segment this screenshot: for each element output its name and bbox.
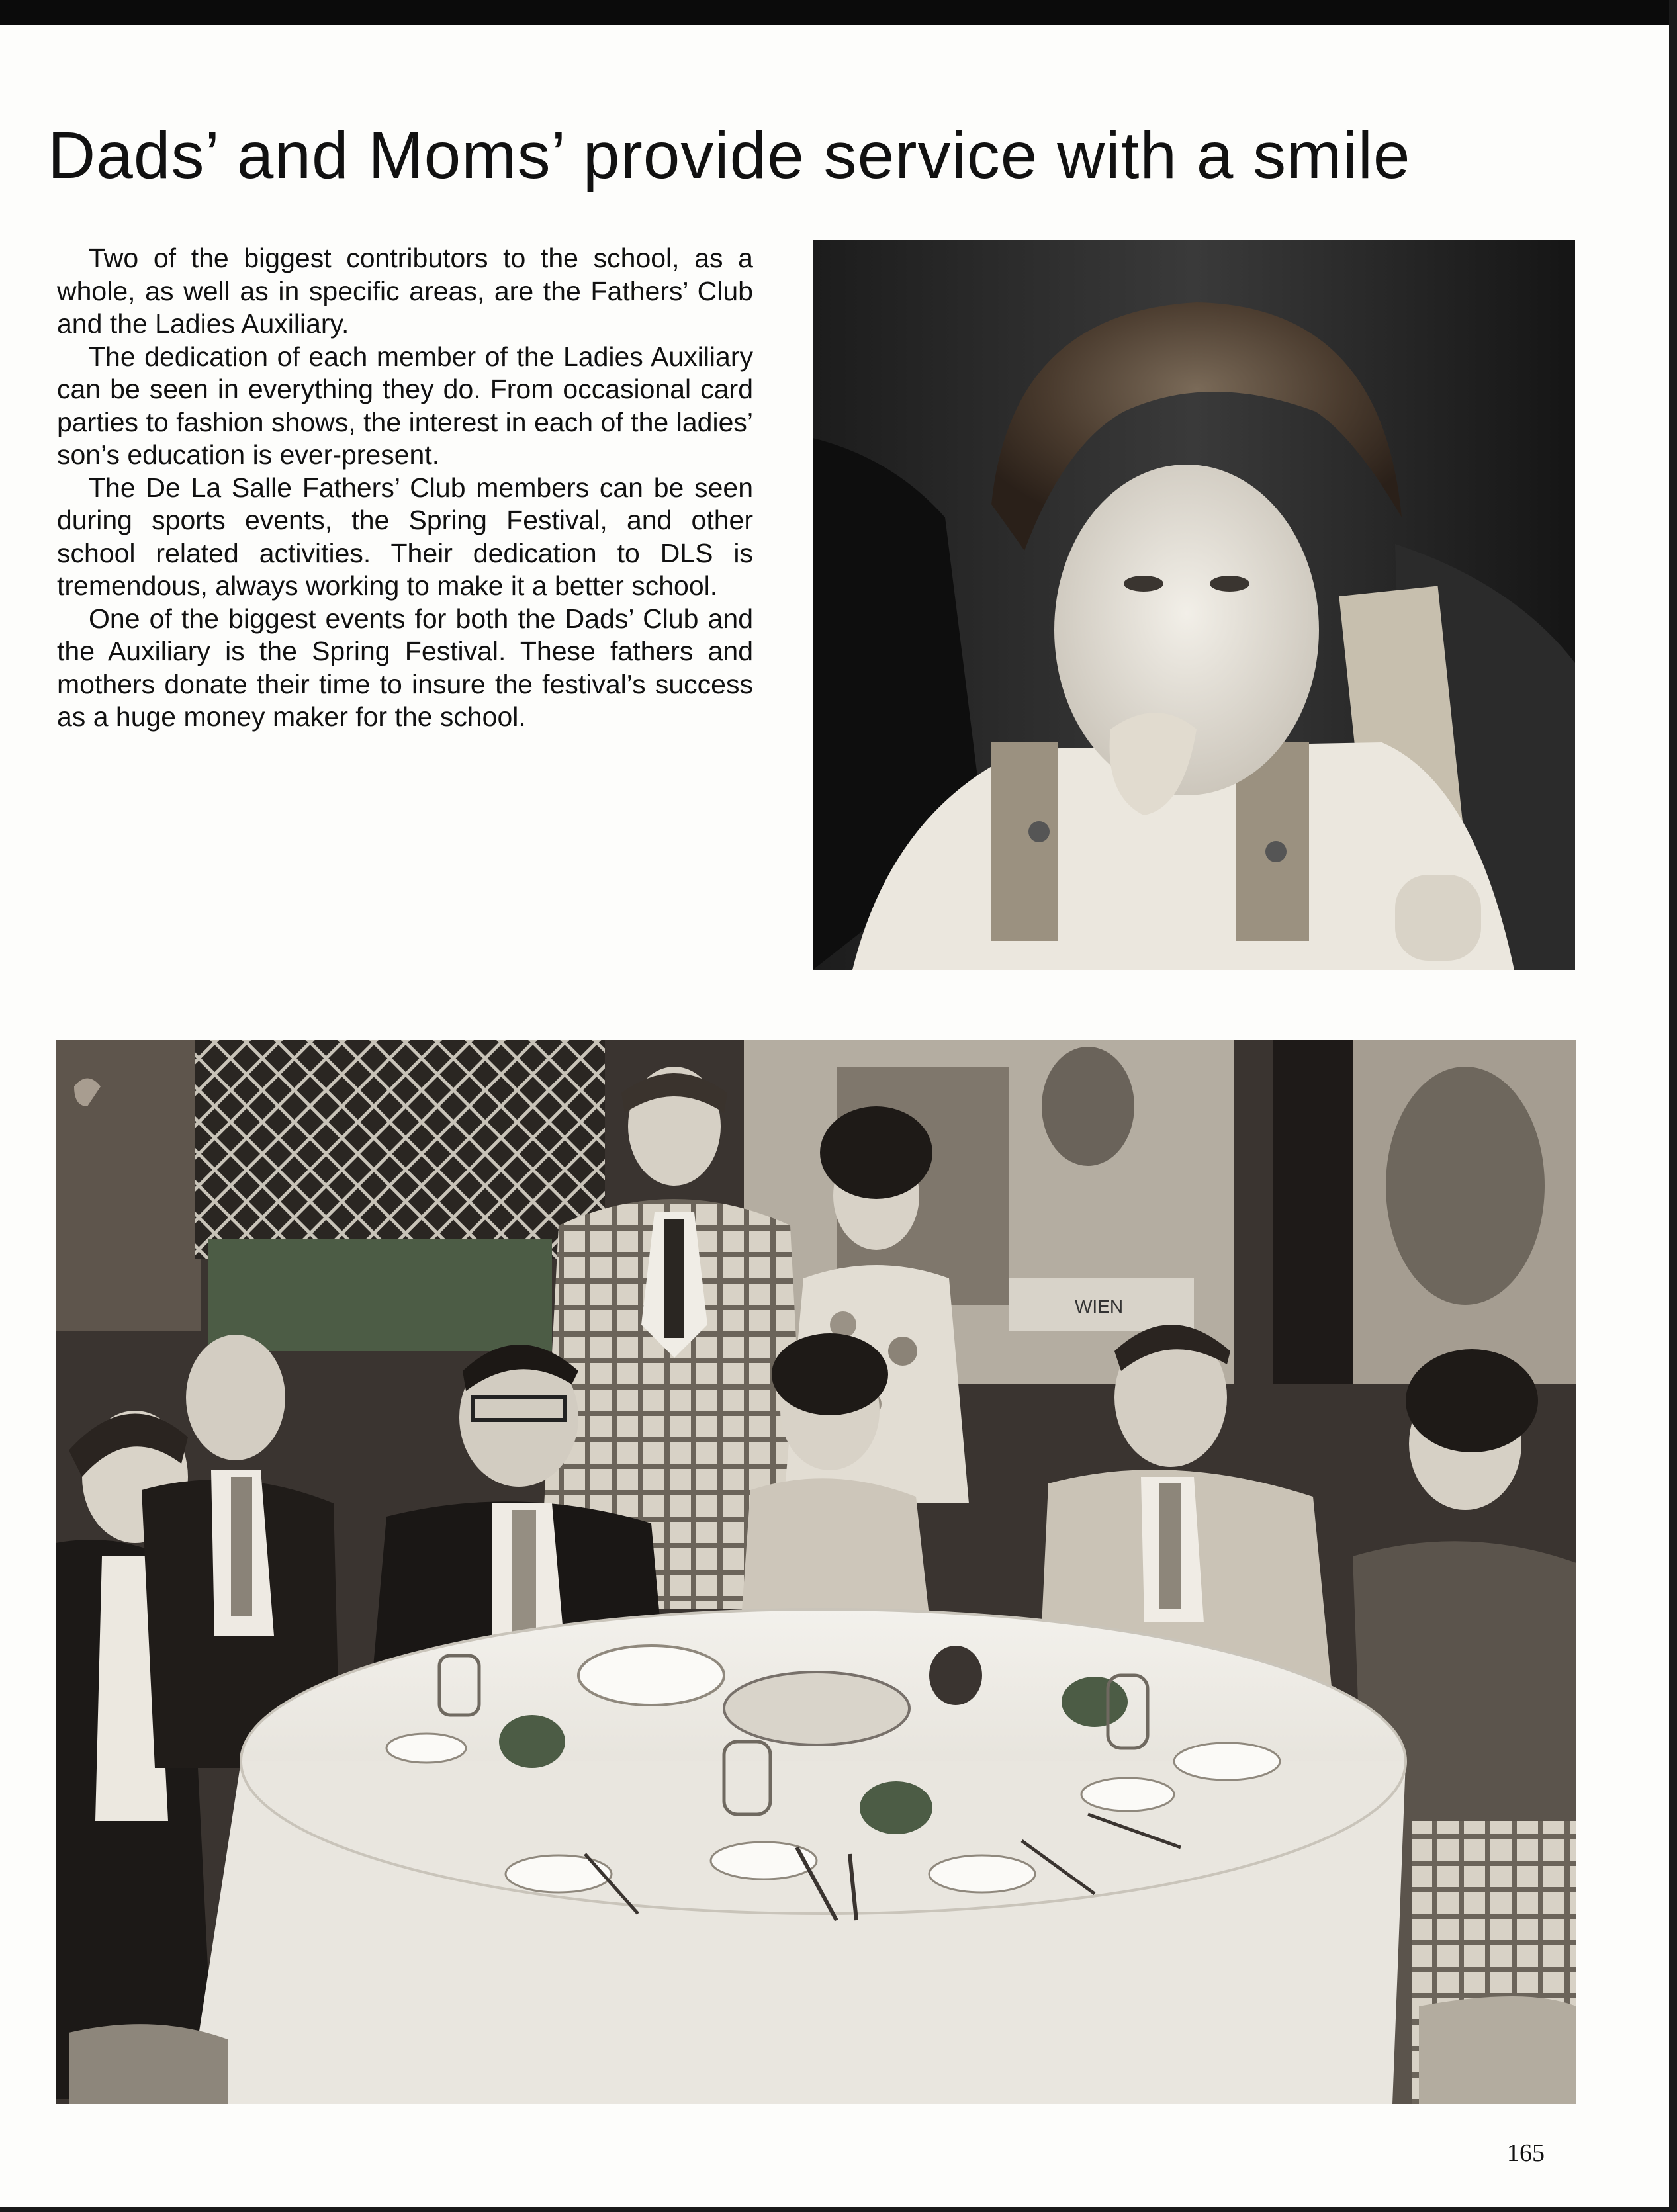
article-paragraph: Two of the biggest contributors to the school, as a whole, as well as in specific areas, are the Fathers’ Club and the Ladies Auxiliary. [57,243,753,339]
child-photo [813,240,1575,970]
dinner-group-photo-image [56,1040,1576,2104]
child-photo-image [813,240,1575,970]
mural-label: WIEN [1075,1296,1124,1317]
article-paragraph: The dedication of each member of the Ladies Auxiliary can be seen in everything they do. From occasional card parties to fashion shows, the interest in each of the ladies’ son’s education is ever-present. [57,341,753,470]
scan-bottom-border [0,2207,1677,2212]
page-headline: Dads’ and Moms’ provide service with a smile [48,118,1411,193]
page-number: 165 [1507,2139,1545,2167]
article-paragraph: The De La Salle Fathers’ Club members can be seen during sports events, the Spring Festival, and other school related activities. Their dedication to DLS is tremendous, always working to make it a better school. [57,472,753,601]
article-body [57,242,753,734]
dinner-group-photo [56,1040,1576,2104]
scan-top-border [0,0,1677,25]
article-paragraph: One of the biggest events for both the Dads’ Club and the Auxiliary is the Spring Festival. These fathers and mothers donate their time to insure the festival’s success as a huge money maker for the school. [57,603,753,732]
scan-right-border [1669,0,1677,2212]
